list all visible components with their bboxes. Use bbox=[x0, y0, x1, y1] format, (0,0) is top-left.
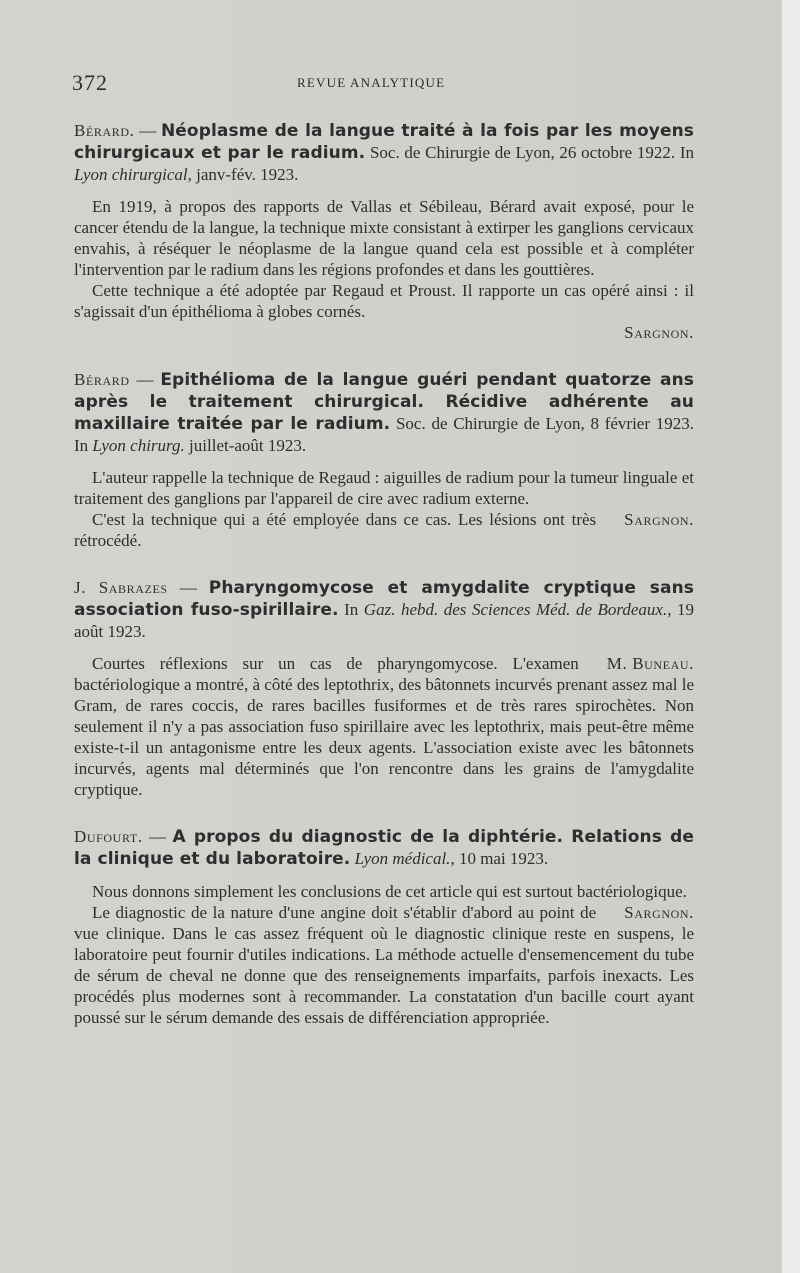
citation-separator: — bbox=[134, 121, 161, 140]
article-paragraph: En 1919, à propos des rapports de Vallas et Sébileau, Bérard avait exposé, pour le cancer étendu de la langue, la technique mixte consistant à extirper les ganglions cervicaux envahis, à réséquer le néoplasme de la langue quand cela est possible et à compléter l'intervention par le radium dans les régions profondes et dans les gouttières. bbox=[74, 197, 694, 279]
article-paragraph-text: Le diagnostic de la nature d'une angine doit s'établir d'abord au point de vue clinique. Dans le cas assez fréquent où le diagnostic clinique reste en suspens, le laboratoire peut fournir d'utiles indications. La méthode actuelle d'ensemencement du tube de sérum de cheval ne donne que des renseignements imparfaits, parfois inexacts. Les procédés plus modernes sont à recommander. La constatation d'un bacille court ayant poussé sur le sérum demande des essais de différenciation appropriée. bbox=[74, 903, 694, 1027]
journal-name: Gaz. hebd. des Sciences Méd. de Bordeaux. bbox=[363, 600, 668, 619]
reviewer-signature: Sargnon. bbox=[624, 510, 694, 529]
article-paragraph: Nous donnons simplement les conclusions de cet article qui est surtout bactériologique. bbox=[92, 882, 687, 901]
article-title: Néoplasme de la langue traité à la fois par les moyens chirurgicaux et par le radium. bbox=[74, 121, 694, 163]
article-citation bbox=[74, 120, 694, 185]
article-entry bbox=[74, 826, 694, 1028]
source-suffix: , janv-fév. 1923. bbox=[187, 165, 299, 184]
article-title: Epithélioma de la langue guéri pendant quatorze ans après le traitement chirurgical. Récidive adhérente au maxillaire traitée par le radium. bbox=[74, 370, 694, 434]
source-prefix: Soc. de Chirurgie de Lyon, 8 février 1923. In bbox=[74, 414, 694, 455]
journal-name: Lyon chirurgical bbox=[74, 165, 188, 184]
reviewer-signature: Sargnon. bbox=[624, 323, 694, 342]
article-title: Pharyngomycose et amygdalite cryptique sans association fuso-spirillaire. bbox=[74, 578, 694, 620]
citation-separator: — bbox=[167, 578, 209, 597]
source-suffix: , 10 mai 1923. bbox=[450, 849, 549, 868]
source-suffix: juillet-août 1923. bbox=[184, 436, 307, 455]
scan-right-edge bbox=[782, 0, 800, 1273]
article-paragraph bbox=[74, 509, 694, 551]
reviewer-signature: Sargnon. bbox=[624, 903, 694, 922]
article-paragraph-text: C'est la technique qui a été employée dans ce cas. Les lésions ont très rétrocédé. bbox=[74, 510, 597, 550]
article-citation bbox=[74, 826, 694, 870]
article-author: Bérard. bbox=[74, 121, 135, 140]
article-citation bbox=[74, 369, 694, 456]
reviewer-signature: M. Buneau. bbox=[606, 654, 694, 673]
journal-name: Lyon médical. bbox=[354, 849, 451, 868]
article-entry bbox=[74, 577, 694, 800]
citation-separator: — bbox=[129, 370, 161, 389]
article-author: Bérard bbox=[74, 370, 130, 389]
article-paragraph bbox=[74, 902, 694, 1028]
article-paragraph: Cette technique a été adoptée par Regaud et Proust. Il rapporte un cas opéré ainsi : il s'agissait d'un épithélioma à globes cornés. bbox=[74, 281, 694, 321]
source-prefix: In bbox=[338, 600, 364, 619]
journal-name: Lyon chirurg. bbox=[92, 436, 185, 455]
article-author: J. Sabrazes bbox=[74, 578, 168, 597]
running-title: REVUE ANALYTIQUE bbox=[297, 75, 446, 90]
article-citation bbox=[74, 577, 694, 642]
source-suffix: , 19 août 1923. bbox=[74, 600, 694, 641]
article-list bbox=[74, 120, 694, 1028]
article-title: A propos du diagnostic de la diphtérie. Relations de la clinique et du laboratoire. bbox=[74, 827, 694, 869]
source-prefix: Soc. de Chirurgie de Lyon, 26 octobre 1922. In bbox=[365, 143, 694, 162]
page-header bbox=[72, 70, 697, 100]
article-paragraph-text: Courtes réflexions sur un cas de pharyngomycose. L'examen bactériologique a montré, à côté des leptothrix, des bâtonnets incurvés prenant assez mal le Gram, de rares coccis, de rares bacilles fusiformes et de très rares spirochètes. Non seulement il n'y a pas association fuso spirillaire avec les leptothrix, mais peut-être même existe-t-il un antagonisme entre les deux agents. L'association existe avec les bâtonnets incurvés, agents mal déterminés que l'on rencontre dans les grains de l'amygdalite cryptique. bbox=[74, 654, 694, 799]
article-entry bbox=[74, 120, 694, 343]
article-paragraph bbox=[74, 653, 694, 800]
citation-separator: — bbox=[142, 827, 173, 846]
article-paragraph: L'auteur rappelle la technique de Regaud : aiguilles de radium pour la tumeur linguale et traitement des ganglions par l'appareil de cire avec radium externe. bbox=[74, 468, 694, 508]
page-number: 372 bbox=[72, 70, 108, 95]
article-author: Dufourt. bbox=[74, 827, 143, 846]
article-entry bbox=[74, 369, 694, 551]
